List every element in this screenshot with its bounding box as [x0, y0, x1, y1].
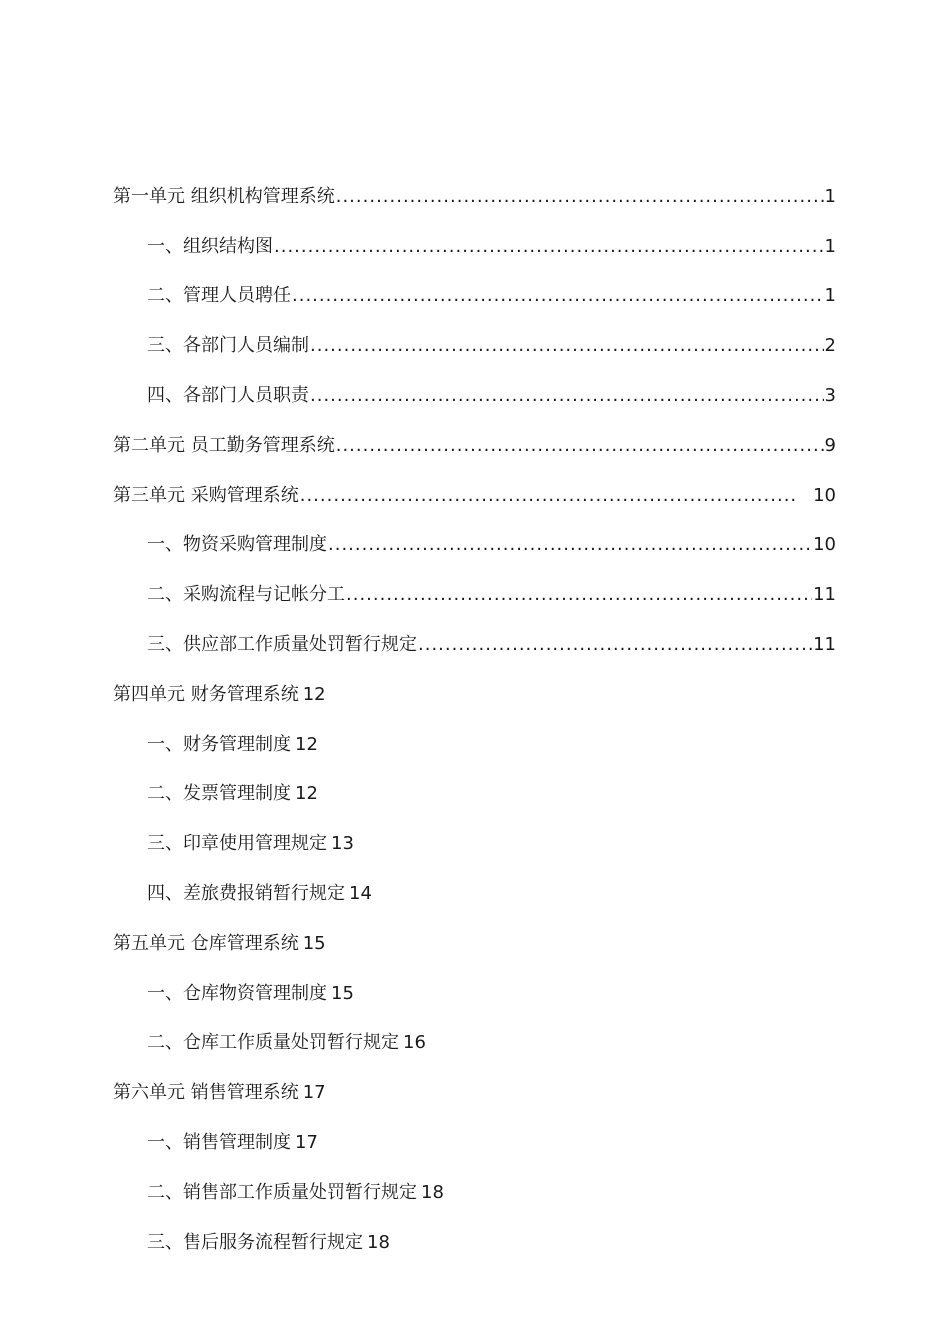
toc-section-entry[interactable]	[113, 222, 836, 272]
toc-entry-label: 四、各部门人员职责	[147, 385, 309, 407]
toc-entry-label: 第六单元 销售管理系统	[113, 1082, 299, 1104]
toc-section-entry[interactable]	[113, 969, 836, 1019]
toc-section-entry[interactable]	[113, 620, 836, 670]
toc-page-number: 16	[403, 1032, 426, 1054]
toc-section-entry[interactable]	[113, 770, 836, 820]
toc-page-number: 11	[813, 584, 836, 606]
toc-entry-label: 二、采购流程与记帐分工	[147, 584, 345, 606]
toc-dot-leader	[274, 236, 824, 258]
toc-page-number: 18	[367, 1231, 390, 1253]
toc-page-number: 15	[302, 932, 326, 954]
toc-entry-label: 一、仓库物资管理制度	[147, 982, 327, 1004]
toc-section-entry[interactable]	[113, 1118, 836, 1168]
toc-section-entry[interactable]	[113, 1218, 836, 1268]
toc-dot-leader	[418, 634, 812, 656]
toc-dot-leader	[336, 186, 824, 208]
toc-section-entry[interactable]	[113, 720, 836, 770]
toc-chapter-entry[interactable]	[113, 471, 836, 521]
toc-page-number: 10	[813, 484, 836, 506]
toc-page-number: 17	[302, 1082, 326, 1104]
toc-page-number: 9	[824, 434, 836, 456]
toc-section-entry[interactable]	[113, 1019, 836, 1069]
toc-dot-leader	[292, 285, 824, 307]
toc-page-number: 14	[349, 883, 372, 905]
toc-entry-label: 二、发票管理制度	[147, 783, 291, 805]
toc-dot-leader	[336, 435, 824, 457]
toc-page-number: 18	[421, 1181, 444, 1203]
table-of-contents	[113, 172, 836, 1268]
toc-section-entry[interactable]	[113, 272, 836, 322]
toc-entry-label: 三、售后服务流程暂行规定	[147, 1231, 363, 1253]
toc-entry-label: 四、差旅费报销暂行规定	[147, 883, 345, 905]
toc-dot-leader	[310, 335, 824, 357]
toc-page-number: 1	[824, 235, 836, 257]
toc-entry-label: 一、组织结构图	[147, 235, 273, 257]
toc-page-number: 3	[824, 385, 836, 407]
toc-page-number: 13	[331, 833, 354, 855]
toc-dot-leader	[346, 584, 812, 606]
toc-dot-leader	[300, 485, 798, 507]
toc-section-entry[interactable]	[113, 819, 836, 869]
toc-page-number: 11	[813, 634, 836, 656]
toc-section-entry[interactable]	[113, 521, 836, 571]
toc-entry-label: 二、管理人员聘任	[147, 285, 291, 307]
toc-dot-leader	[310, 385, 824, 407]
toc-page-number: 1	[824, 285, 836, 307]
toc-entry-label: 三、印章使用管理规定	[147, 833, 327, 855]
toc-dot-leader	[328, 534, 812, 556]
toc-chapter-entry[interactable]	[113, 172, 836, 222]
toc-entry-label: 一、物资采购管理制度	[147, 534, 327, 556]
toc-chapter-entry[interactable]	[113, 670, 836, 720]
toc-entry-label: 三、各部门人员编制	[147, 335, 309, 357]
toc-page-number: 15	[331, 982, 354, 1004]
toc-entry-label: 一、销售管理制度	[147, 1132, 291, 1154]
toc-entry-label: 第二单元 员工勤务管理系统	[113, 434, 335, 456]
toc-page-number: 12	[302, 683, 326, 705]
toc-entry-label: 第五单元 仓库管理系统	[113, 932, 299, 954]
toc-entry-label: 一、财务管理制度	[147, 733, 291, 755]
toc-chapter-entry[interactable]	[113, 1068, 836, 1118]
toc-page-number: 10	[813, 534, 836, 556]
toc-section-entry[interactable]	[113, 1168, 836, 1218]
toc-entry-label: 第四单元 财务管理系统	[113, 683, 299, 705]
toc-entry-label: 三、供应部工作质量处罚暂行规定	[147, 634, 417, 656]
toc-page-number: 12	[295, 783, 318, 805]
toc-entry-label: 第一单元 组织机构管理系统	[113, 185, 335, 207]
toc-section-entry[interactable]	[113, 570, 836, 620]
toc-page-number: 1	[824, 185, 836, 207]
toc-entry-label: 第三单元 采购管理系统	[113, 484, 299, 506]
toc-section-entry[interactable]	[113, 371, 836, 421]
toc-page-number: 2	[824, 335, 836, 357]
toc-section-entry[interactable]	[113, 869, 836, 919]
toc-chapter-entry[interactable]	[113, 919, 836, 969]
toc-entry-label: 二、销售部工作质量处罚暂行规定	[147, 1181, 417, 1203]
toc-page-number: 17	[295, 1132, 318, 1154]
toc-page-number: 12	[295, 733, 318, 755]
toc-chapter-entry[interactable]	[113, 421, 836, 471]
toc-entry-label: 二、仓库工作质量处罚暂行规定	[147, 1032, 399, 1054]
toc-section-entry[interactable]	[113, 321, 836, 371]
